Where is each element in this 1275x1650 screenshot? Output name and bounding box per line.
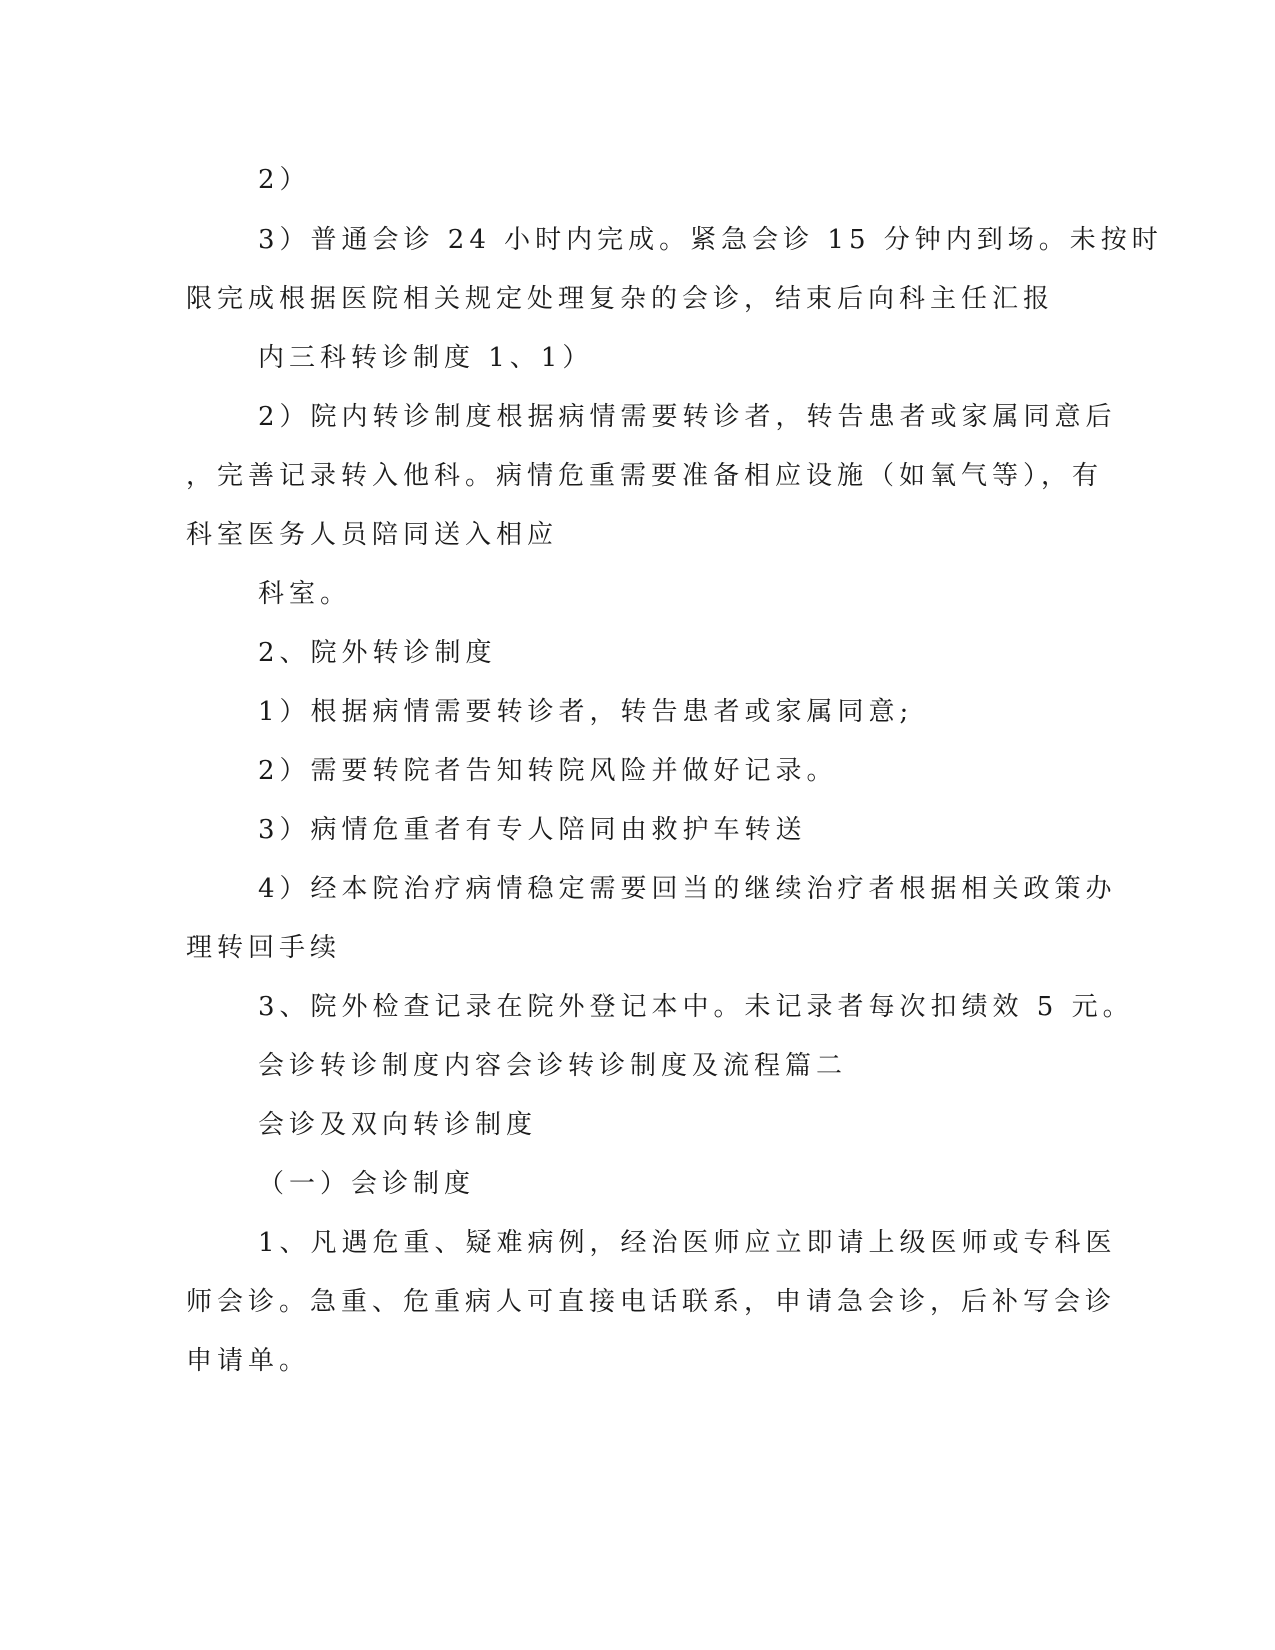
text-line: 申请单。 [186, 1346, 311, 1376]
text-line: 内三科转诊制度 1、1） [258, 343, 594, 373]
text-line: 3）病情危重者有专人陪同由救护车转送 [258, 815, 807, 845]
text-line: 限完成根据医院相关规定处理复杂的会诊，结束后向科主任汇报 [186, 284, 1055, 314]
text-line: 2、院外转诊制度 [258, 638, 497, 668]
text-line: 3）普通会诊 24 小时内完成。紧急会诊 15 分钟内到场。未按时 [258, 225, 1163, 255]
text-line: 科室医务人员陪同送入相应 [186, 520, 559, 550]
text-line: 3、院外检查记录在院外登记本中。未记录者每次扣绩效 5 元。 [258, 992, 1134, 1022]
text-line: 2）院内转诊制度根据病情需要转诊者，转告患者或家属同意后 [258, 402, 1117, 432]
text-line: 科室。 [258, 579, 352, 609]
text-line: 1、凡遇危重、疑难病例，经治医师应立即请上级医师或专科医 [258, 1228, 1117, 1258]
text-line: （一）会诊制度 [258, 1169, 476, 1199]
text-line: 会诊及双向转诊制度 [258, 1110, 538, 1140]
text-line: 4）经本院治疗病情稳定需要回当的继续治疗者根据相关政策办 [258, 874, 1117, 904]
text-line: 理转回手续 [186, 933, 342, 963]
text-line: 2）需要转院者告知转院风险并做好记录。 [258, 756, 838, 786]
text-line: 2） [258, 165, 311, 195]
text-line: 会诊转诊制度内容会诊转诊制度及流程篇二 [258, 1051, 848, 1081]
text-line: ，完善记录转入他科。病情危重需要准备相应设施（如氧气等），有 [186, 461, 1104, 491]
text-line: 师会诊。急重、危重病人可直接电话联系，申请急会诊，后补写会诊 [186, 1287, 1117, 1317]
text-line: 1）根据病情需要转诊者，转告患者或家属同意; [258, 697, 914, 727]
